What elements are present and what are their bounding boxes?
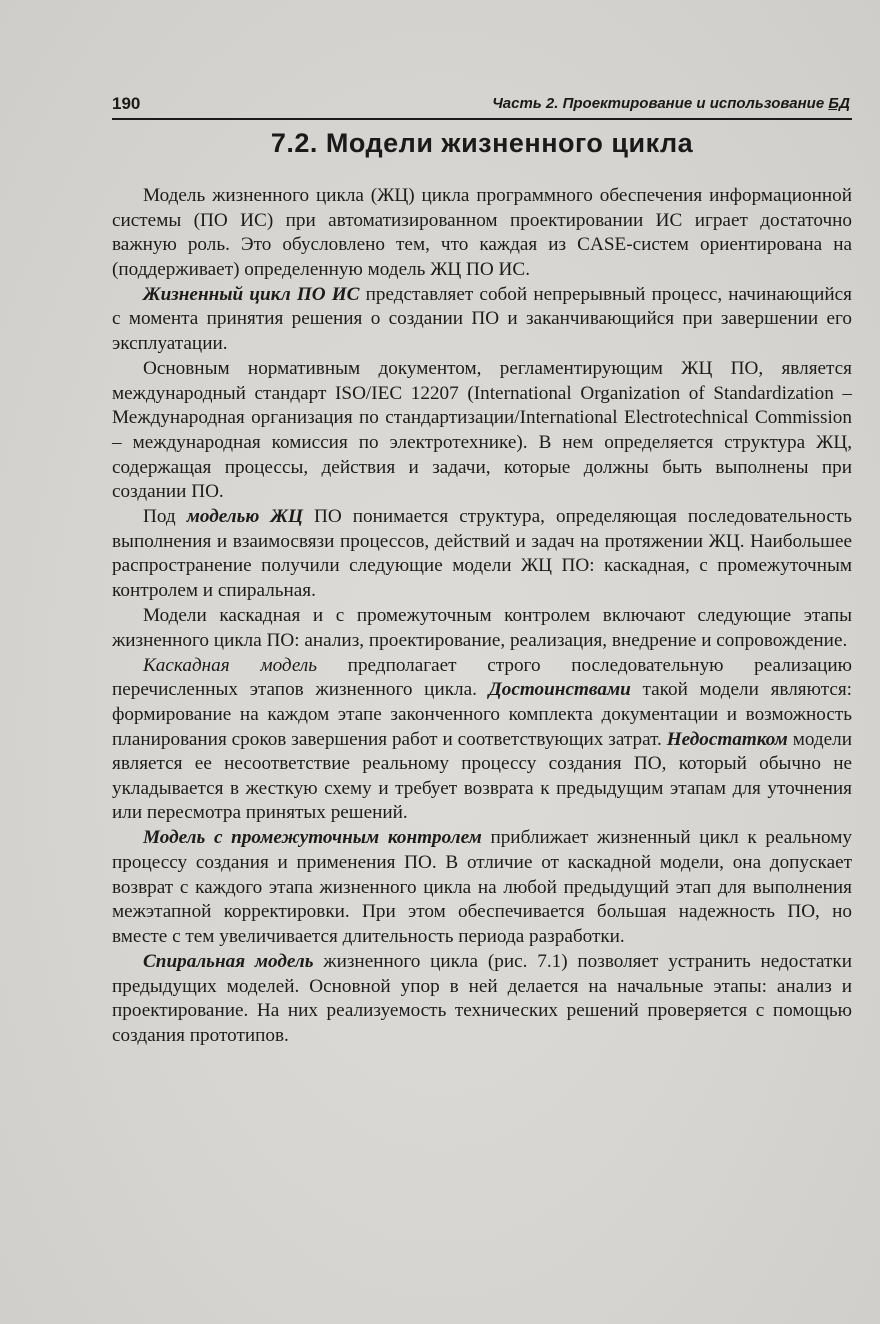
paragraph-6-a: предполагает строго последовательную реализацию перечисленных этапов жизненного цикла.	[112, 654, 853, 701]
paragraph-1: Модель жизненного цикла (ЖЦ) цикла программного обеспечения информационной системы (ПО ИС) при автоматизированном проектировании ИС играет достаточно важную роль. Это обусловлено тем, что каждая из CASE-систем ориентирована на (поддерживает) определенную модель ЖЦ ПО ИС.	[112, 185, 852, 280]
term-drawback: Недостатком	[666, 728, 788, 750]
paragraph-8	[112, 950, 852, 1048]
paragraph-3: Основным нормативным документом, регламентирующим ЖЦ ПО, является международный стандарт ISO/IEC 12207 (International Organization of Standardization – Международная организация по стандартизации/International Electrotechnical Commission – международная комиссия по электротехнике). В нем определяется структура ЖЦ, содержащая процессы, действия и задачи, которые должны быть выполнены при создании ПО.	[112, 358, 852, 503]
running-head	[492, 95, 850, 112]
running-head-main: Часть 2. Проектирование и использование	[492, 95, 829, 112]
paragraph-4-pre: Под	[143, 506, 187, 528]
section-title: 7.2. Модели жизненного цикла	[270, 128, 694, 158]
paragraph-6-c: модели является ее несоответствие реальному процессу создания ПО, который обычно не укладывается в жесткую схему и требует возврата к предыдущим этапам для уточнения или пересмотра принятых решений.	[112, 728, 852, 824]
paragraph-2-text: представляет собой непрерывный процесс, начинающийся с момента принятия решения о создании ПО и заканчивающийся при завершении его эксплуатации.	[112, 283, 853, 355]
paragraph-4-text: ПО понимается структура, определяющая последовательность выполнения и взаимосвязи процессов, действий и задач на протяжении ЖЦ. Наибольшее распространение получили следующие модели ЖЦ ПО: каскадная, с промежуточным контролем и спиральная.	[112, 506, 852, 601]
paragraph-2	[112, 283, 852, 357]
paragraph-5: Модели каскадная и с промежуточным контролем включают следующие этапы жизненного цикла ПО: анализ, проектирование, реализация, внедрение и сопровождение.	[112, 605, 852, 651]
paragraph-7-text: приближает жизненный цикл к реальному процессу создания и применения ПО. В отличие от каскадной модели, она допускает возврат с каждого этапа жизненного цикла на любой предыдущий этап для выполнения межэтапной корректировки. При этом обеспечивается большая надежность ПО, но вместе с тем увеличивается длительность периода разработки.	[112, 827, 852, 947]
term-advantages: Достоинствами	[488, 679, 631, 701]
term-waterfall: Каскадная модель	[143, 654, 318, 676]
page-header	[112, 92, 852, 120]
running-head-tail: БД	[828, 95, 850, 112]
paragraph-6-b: такой модели являются: формирование на каждом этапе законченного комплекта документации и возможность планирования сроков завершения работ и соответствующих затрат.	[112, 679, 852, 750]
term-lifecycle: Жизненный цикл ПО ИС	[143, 283, 360, 305]
paragraph-4	[112, 505, 852, 603]
body-text	[112, 184, 852, 1048]
page-number: 190	[112, 94, 141, 113]
term-lifecycle-model: моделью ЖЦ	[186, 506, 303, 528]
paragraph-6	[112, 654, 852, 826]
term-spiral: Спиральная модель	[143, 950, 314, 972]
paragraph-8-text: жизненного цикла (рис. 7.1) позволяет устранить недостатки предыдущих моделей. Основной упор в ней делается на начальные этапы: анализ и проектирование. На них реализуемость технических решений проверяется с помощью создания прототипов.	[112, 950, 852, 1046]
term-intermediate-control: Модель с промежуточным контролем	[143, 827, 482, 849]
paragraph-7	[112, 826, 852, 949]
